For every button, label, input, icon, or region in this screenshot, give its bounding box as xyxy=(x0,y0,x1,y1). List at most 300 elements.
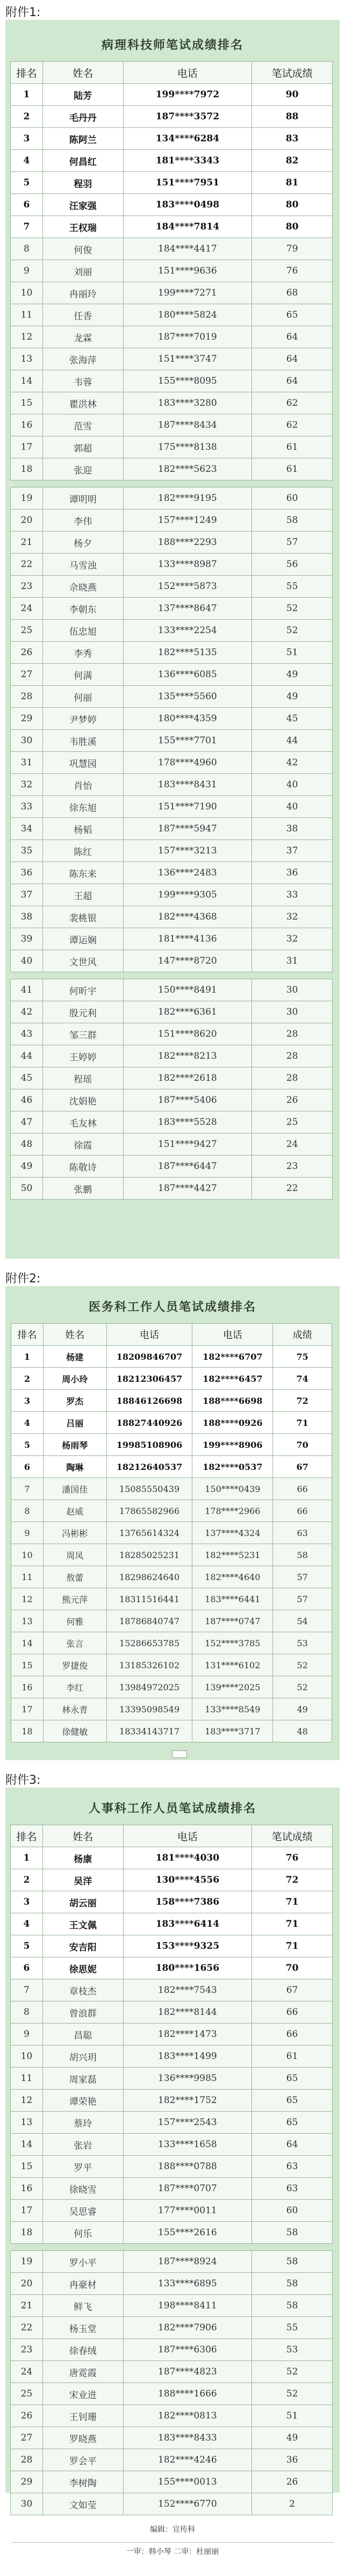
cell-score: 70 xyxy=(252,1957,333,1979)
table-row xyxy=(11,2134,333,2156)
table-row xyxy=(11,1654,332,1676)
cell-rank: 4 xyxy=(11,1412,44,1434)
table-row xyxy=(11,1500,332,1522)
cell-score: 22 xyxy=(252,1178,333,1200)
cell-score: 83 xyxy=(252,128,333,150)
col-header-name: 姓名 xyxy=(43,1324,106,1346)
table-row xyxy=(11,2024,333,2046)
cell-phone-full: 15085550439 xyxy=(106,1478,192,1500)
cell-rank: 1 xyxy=(11,1847,43,1869)
cell-phone-full: 17865582966 xyxy=(106,1500,192,1522)
cell-phone-full: 15286653785 xyxy=(106,1632,192,1654)
cell-phone: 182****9195 xyxy=(123,487,252,510)
cell-name: 罗晓燕 xyxy=(42,2427,123,2449)
cell-phone: 183****0498 xyxy=(123,194,252,216)
cell-name: 巩慧园 xyxy=(42,752,123,774)
table-row xyxy=(11,1001,333,1023)
cell-rank: 12 xyxy=(11,2090,43,2112)
cell-rank: 7 xyxy=(11,216,43,238)
cell-phone: 181****4136 xyxy=(123,928,252,950)
cell-name: 程瑶 xyxy=(42,1067,123,1089)
cell-score: 32 xyxy=(252,906,333,928)
attachment-2-label: 附件2: xyxy=(5,1272,41,1286)
cell-name: 昌聪 xyxy=(42,2024,123,2046)
table-row xyxy=(11,1346,332,1368)
cell-name: 杨康 xyxy=(42,1847,123,1869)
cell-phone-masked: 183****6441 xyxy=(192,1588,273,1610)
cell-rank: 1 xyxy=(11,1346,44,1368)
cell-name: 何昌红 xyxy=(42,150,123,172)
cell-name: 潘国佳 xyxy=(43,1478,106,1500)
cell-phone: 155****7701 xyxy=(123,730,252,752)
cell-phone: 158****7386 xyxy=(123,1891,252,1913)
cell-name: 吴思睿 xyxy=(42,2200,123,2222)
cell-score: 53 xyxy=(252,2339,333,2361)
cell-rank: 27 xyxy=(11,664,43,686)
cell-name: 陈阿兰 xyxy=(42,128,123,150)
col-header-phone: 电话 xyxy=(123,62,252,84)
cell-score: 26 xyxy=(252,2471,333,2493)
cell-phone-full: 18285025231 xyxy=(106,1544,192,1566)
col-header-score: 笔试成绩 xyxy=(252,1825,333,1847)
cell-score: 36 xyxy=(252,862,333,884)
cell-rank: 3 xyxy=(11,1390,44,1412)
cell-rank: 8 xyxy=(11,2001,43,2024)
cell-rank: 47 xyxy=(11,1111,43,1133)
horizontal-scrollbar-thumb[interactable] xyxy=(172,1750,187,1758)
col-header-name: 姓名 xyxy=(42,62,123,84)
cell-rank: 2 xyxy=(11,1368,44,1390)
cell-rank: 39 xyxy=(11,928,43,950)
cell-phone: 151****9636 xyxy=(123,260,252,282)
table-header-row xyxy=(11,1825,333,1847)
cell-rank: 6 xyxy=(11,194,43,216)
table-row xyxy=(11,2471,333,2493)
cell-score: 76 xyxy=(252,260,333,282)
cell-score: 60 xyxy=(252,487,333,510)
cell-rank: 13 xyxy=(11,1610,44,1632)
cell-phone: 152****5873 xyxy=(123,576,252,598)
table-row xyxy=(11,598,333,620)
cell-phone: 177****0011 xyxy=(123,2200,252,2222)
cell-phone-full: 18786840747 xyxy=(106,1610,192,1632)
table-row xyxy=(11,576,333,598)
cell-score: 52 xyxy=(252,2383,333,2405)
cell-phone-masked: 150****0439 xyxy=(192,1478,273,1500)
cell-name: 周小玲 xyxy=(43,1368,106,1390)
cell-score: 71 xyxy=(273,1412,332,1434)
table-row xyxy=(11,774,333,796)
table-row xyxy=(11,260,333,282)
cell-phone: 182****5623 xyxy=(123,458,252,480)
cell-score: 80 xyxy=(252,194,333,216)
cell-name: 王钊珊 xyxy=(42,2405,123,2427)
cell-phone: 182****4246 xyxy=(123,2449,252,2471)
cell-rank: 45 xyxy=(11,1067,43,1089)
table-row xyxy=(11,326,333,348)
cell-name: 范雪 xyxy=(42,414,123,436)
table-row xyxy=(11,2361,333,2383)
table-row xyxy=(11,1156,333,1178)
cell-rank: 9 xyxy=(11,260,43,282)
cell-phone: 183****6414 xyxy=(123,1913,252,1935)
table-row xyxy=(11,532,333,554)
cell-score: 61 xyxy=(252,436,333,458)
cell-rank: 19 xyxy=(11,487,43,510)
group-separator xyxy=(11,972,333,979)
cell-name: 徐晓雪 xyxy=(42,2178,123,2200)
cell-rank: 25 xyxy=(11,2383,43,2405)
cell-rank: 44 xyxy=(11,1045,43,1067)
cell-rank: 5 xyxy=(11,1935,43,1957)
cell-rank: 18 xyxy=(11,458,43,480)
table-row xyxy=(11,1178,333,1200)
cell-name: 何丽 xyxy=(42,686,123,708)
cell-name: 陶琳 xyxy=(43,1456,106,1478)
cell-name: 韦蓉 xyxy=(42,370,123,392)
cell-name: 程羽 xyxy=(42,172,123,194)
cell-name: 林永青 xyxy=(43,1698,106,1720)
cell-score: 30 xyxy=(252,1001,333,1023)
cell-phone: 188****0788 xyxy=(123,2156,252,2178)
table-row xyxy=(11,510,333,532)
table-row xyxy=(11,884,333,906)
cell-rank: 11 xyxy=(11,304,43,326)
cell-rank: 6 xyxy=(11,1456,44,1478)
cell-score: 79 xyxy=(252,238,333,260)
cell-name: 徐霞 xyxy=(42,1133,123,1156)
cell-rank: 32 xyxy=(11,774,43,796)
table-row xyxy=(11,752,333,774)
cell-phone: 175****8138 xyxy=(123,436,252,458)
cell-phone-masked: 199****8906 xyxy=(192,1434,273,1456)
table-row xyxy=(11,1023,333,1045)
cell-phone-full: 18212306457 xyxy=(106,1368,192,1390)
table-row xyxy=(11,216,333,238)
col-header-name: 姓名 xyxy=(42,1825,123,1847)
hr-ranking-panel xyxy=(5,1788,340,2511)
cell-score: 58 xyxy=(252,2222,333,2244)
cell-name: 安吉阳 xyxy=(42,1935,123,1957)
cell-score: 57 xyxy=(252,532,333,554)
cell-phone-full: 19985108906 xyxy=(106,1434,192,1456)
cell-rank: 21 xyxy=(11,2295,43,2317)
cell-phone: 184****4417 xyxy=(123,238,252,260)
cell-rank: 26 xyxy=(11,2405,43,2427)
group-separator xyxy=(11,2244,333,2251)
cell-score: 61 xyxy=(252,458,333,480)
table-row xyxy=(11,1588,332,1610)
cell-name: 蔡玲 xyxy=(42,2112,123,2134)
cell-rank: 7 xyxy=(11,1478,44,1500)
cell-score: 64 xyxy=(252,326,333,348)
table-row xyxy=(11,2251,333,2273)
cell-name: 徐春绒 xyxy=(42,2339,123,2361)
table-row xyxy=(11,1891,333,1913)
cell-phone-masked: 182****4640 xyxy=(192,1566,273,1588)
table-row xyxy=(11,2449,333,2471)
cell-name: 王文佩 xyxy=(42,1913,123,1935)
cell-phone-full: 13765614324 xyxy=(106,1522,192,1544)
table-row xyxy=(11,2295,333,2317)
cell-name: 宋业进 xyxy=(42,2383,123,2405)
cell-name: 张岩 xyxy=(42,2134,123,2156)
cell-score: 38 xyxy=(252,818,333,840)
cell-phone: 155****2616 xyxy=(123,2222,252,2244)
cell-rank: 12 xyxy=(11,326,43,348)
table-row xyxy=(11,664,333,686)
cell-rank: 10 xyxy=(11,2046,43,2068)
table-row xyxy=(11,1869,333,1891)
table-row xyxy=(11,642,333,664)
cell-rank: 29 xyxy=(11,2471,43,2493)
cell-phone: 183****1499 xyxy=(123,2046,252,2068)
cell-name: 罗平 xyxy=(42,2156,123,2178)
cell-name: 佘晓燕 xyxy=(42,576,123,598)
cell-name: 瞿洪林 xyxy=(42,392,123,414)
cell-score: 57 xyxy=(273,1588,332,1610)
cell-name: 陆芳 xyxy=(42,84,123,106)
table-row xyxy=(11,906,333,928)
table-row xyxy=(11,840,333,862)
cell-score: 61 xyxy=(252,2046,333,2068)
cell-phone: 182****4368 xyxy=(123,906,252,928)
table-row xyxy=(11,392,333,414)
cell-score: 45 xyxy=(252,708,333,730)
cell-score: 49 xyxy=(252,2427,333,2449)
cell-rank: 10 xyxy=(11,1544,44,1566)
cell-name: 毛丹丹 xyxy=(42,106,123,128)
cell-phone-full: 18212640537 xyxy=(106,1456,192,1478)
cell-score: 44 xyxy=(252,730,333,752)
cell-score: 67 xyxy=(252,1979,333,2001)
cell-score: 49 xyxy=(252,686,333,708)
table-row xyxy=(11,2383,333,2405)
cell-name: 何俊 xyxy=(42,238,123,260)
cell-rank: 8 xyxy=(11,238,43,260)
cell-name: 肖怡 xyxy=(42,774,123,796)
cell-name: 吴洋 xyxy=(42,1869,123,1891)
table-row xyxy=(11,2090,333,2112)
cell-name: 王婷婷 xyxy=(42,1045,123,1067)
table-row xyxy=(11,620,333,642)
cell-score: 36 xyxy=(252,2449,333,2471)
cell-name: 王权瑞 xyxy=(42,216,123,238)
cell-phone: 183****5528 xyxy=(123,1111,252,1133)
cell-score: 75 xyxy=(273,1346,332,1368)
table-row xyxy=(11,1720,332,1742)
table-row xyxy=(11,2156,333,2178)
table-row xyxy=(11,2493,333,2515)
table-row xyxy=(11,818,333,840)
cell-phone: 136****6085 xyxy=(123,664,252,686)
cell-rank: 16 xyxy=(11,414,43,436)
cell-score: 90 xyxy=(252,84,333,106)
cell-score: 53 xyxy=(273,1632,332,1654)
cell-name: 熊元萍 xyxy=(43,1588,106,1610)
cell-phone: 133****6895 xyxy=(123,2273,252,2295)
cell-score: 58 xyxy=(273,1544,332,1566)
cell-phone-masked: 182****5231 xyxy=(192,1544,273,1566)
cell-rank: 28 xyxy=(11,2449,43,2471)
cell-phone-full: 18334143717 xyxy=(106,1720,192,1742)
cell-name: 赵威 xyxy=(43,1500,106,1522)
cell-score: 67 xyxy=(273,1456,332,1478)
cell-rank: 30 xyxy=(11,2493,43,2515)
cell-name: 周家磊 xyxy=(42,2068,123,2090)
table-row xyxy=(11,2001,333,2024)
cell-rank: 49 xyxy=(11,1156,43,1178)
cell-phone: 182****7906 xyxy=(123,2317,252,2339)
cell-phone: 199****7271 xyxy=(123,282,252,304)
medical-affairs-ranking-title: 医务科工作人员笔试成绩排名 xyxy=(88,1300,256,1314)
cell-rank: 19 xyxy=(11,2251,43,2273)
cell-phone: 187****6306 xyxy=(123,2339,252,2361)
cell-score: 52 xyxy=(252,2361,333,2383)
cell-name: 唐霓霞 xyxy=(42,2361,123,2383)
cell-phone: 182****6361 xyxy=(123,1001,252,1023)
cell-score: 65 xyxy=(252,2112,333,2134)
table-row xyxy=(11,1456,332,1478)
cell-score: 28 xyxy=(252,1045,333,1067)
cell-phone-full: 18298624640 xyxy=(106,1566,192,1588)
cell-phone: 187****8924 xyxy=(123,2251,252,2273)
table-row xyxy=(11,1067,333,1089)
cell-phone: 187****5947 xyxy=(123,818,252,840)
cell-name: 李朝东 xyxy=(42,598,123,620)
cell-score: 58 xyxy=(252,510,333,532)
cell-name: 曾浪群 xyxy=(42,2001,123,2024)
cell-phone-full: 13395098549 xyxy=(106,1698,192,1720)
medical-affairs-ranking-panel xyxy=(5,1286,340,1760)
cell-name: 谭明明 xyxy=(42,487,123,510)
cell-phone: 183****8431 xyxy=(123,774,252,796)
cell-rank: 9 xyxy=(11,1522,44,1544)
cell-name: 汪家强 xyxy=(42,194,123,216)
table-row xyxy=(11,436,333,458)
cell-phone: 184****7814 xyxy=(123,216,252,238)
cell-score: 80 xyxy=(252,216,333,238)
cell-name: 李伟 xyxy=(42,510,123,532)
table-row xyxy=(11,458,333,480)
cell-rank: 1 xyxy=(11,84,43,106)
cell-name: 陈红 xyxy=(42,840,123,862)
cell-name: 冉豪材 xyxy=(42,2273,123,2295)
cell-name: 罗杰 xyxy=(43,1390,106,1412)
cell-phone: 188****2293 xyxy=(123,532,252,554)
cell-rank: 18 xyxy=(11,1720,44,1742)
cell-rank: 3 xyxy=(11,128,43,150)
cell-rank: 24 xyxy=(11,2361,43,2383)
cell-score: 82 xyxy=(252,150,333,172)
cell-rank: 36 xyxy=(11,862,43,884)
table-row xyxy=(11,128,333,150)
cell-phone: 178****4960 xyxy=(123,752,252,774)
cell-name: 张迎 xyxy=(42,458,123,480)
cell-phone: 187****0707 xyxy=(123,2178,252,2200)
cell-name: 胡兴玥 xyxy=(42,2046,123,2068)
cell-phone: 150****8491 xyxy=(123,979,252,1001)
cell-name: 谭荣艳 xyxy=(42,2090,123,2112)
cell-rank: 4 xyxy=(11,150,43,172)
cell-name: 龙霖 xyxy=(42,326,123,348)
cell-rank: 21 xyxy=(11,532,43,554)
cell-name: 徐思妮 xyxy=(42,1957,123,1979)
cell-rank: 28 xyxy=(11,686,43,708)
cell-phone: 182****7543 xyxy=(123,1979,252,2001)
cell-score: 30 xyxy=(252,979,333,1001)
table-row xyxy=(11,1089,333,1111)
pathology-ranking-title: 病理科技师笔试成绩排名 xyxy=(101,38,243,52)
cell-rank: 27 xyxy=(11,2427,43,2449)
cell-name: 刘丽 xyxy=(42,260,123,282)
cell-rank: 37 xyxy=(11,884,43,906)
cell-score: 74 xyxy=(273,1368,332,1390)
cell-phone-masked: 139****2025 xyxy=(192,1676,273,1698)
cell-name: 尹梦婷 xyxy=(42,708,123,730)
cell-name: 胡云丽 xyxy=(42,1891,123,1913)
cell-phone: 152****6770 xyxy=(123,2493,252,2515)
table-row xyxy=(11,796,333,818)
table-row xyxy=(11,730,333,752)
cell-rank: 50 xyxy=(11,1178,43,1200)
cell-phone: 157****2543 xyxy=(123,2112,252,2134)
cell-rank: 29 xyxy=(11,708,43,730)
cell-phone: 137****8647 xyxy=(123,598,252,620)
table-row xyxy=(11,2112,333,2134)
credit-editor: 编辑：宣传科 xyxy=(150,2525,195,2534)
cell-score: 31 xyxy=(252,950,333,972)
cell-name: 何雅 xyxy=(43,1610,106,1632)
cell-score: 56 xyxy=(252,554,333,576)
cell-rank: 15 xyxy=(11,1654,44,1676)
table-row xyxy=(11,1478,332,1500)
cell-phone-masked: 152****3785 xyxy=(192,1632,273,1654)
table-row xyxy=(11,2317,333,2339)
table-row xyxy=(11,414,333,436)
cell-phone: 180****1656 xyxy=(123,1957,252,1979)
table-row xyxy=(11,1434,332,1456)
table-row xyxy=(11,1412,332,1434)
cell-phone: 130****4556 xyxy=(123,1869,252,1891)
col-header-phone-masked: 电话 xyxy=(192,1324,273,1346)
cell-score: 28 xyxy=(252,1023,333,1045)
table-row xyxy=(11,172,333,194)
table-row xyxy=(11,304,333,326)
cell-phone: 147****8720 xyxy=(123,950,252,972)
hr-ranking-table xyxy=(10,1825,333,2515)
cell-score: 71 xyxy=(252,1935,333,1957)
table-row xyxy=(11,554,333,576)
table-row xyxy=(11,1045,333,1067)
cell-name: 杨雨琴 xyxy=(43,1434,106,1456)
cell-rank: 2 xyxy=(11,106,43,128)
cell-rank: 15 xyxy=(11,392,43,414)
cell-rank: 43 xyxy=(11,1023,43,1045)
cell-rank: 5 xyxy=(11,1434,44,1456)
cell-name: 马雪浊 xyxy=(42,554,123,576)
table-row xyxy=(11,1390,332,1412)
cell-name: 冉丽玲 xyxy=(42,282,123,304)
cell-phone: 182****8144 xyxy=(123,2001,252,2024)
table-row xyxy=(11,2427,333,2449)
cell-score: 62 xyxy=(252,414,333,436)
cell-phone: 151****8620 xyxy=(123,1023,252,1045)
cell-score: 66 xyxy=(273,1500,332,1522)
cell-rank: 14 xyxy=(11,1632,44,1654)
cell-score: 70 xyxy=(273,1434,332,1456)
cell-name: 罗捷俊 xyxy=(43,1654,106,1676)
